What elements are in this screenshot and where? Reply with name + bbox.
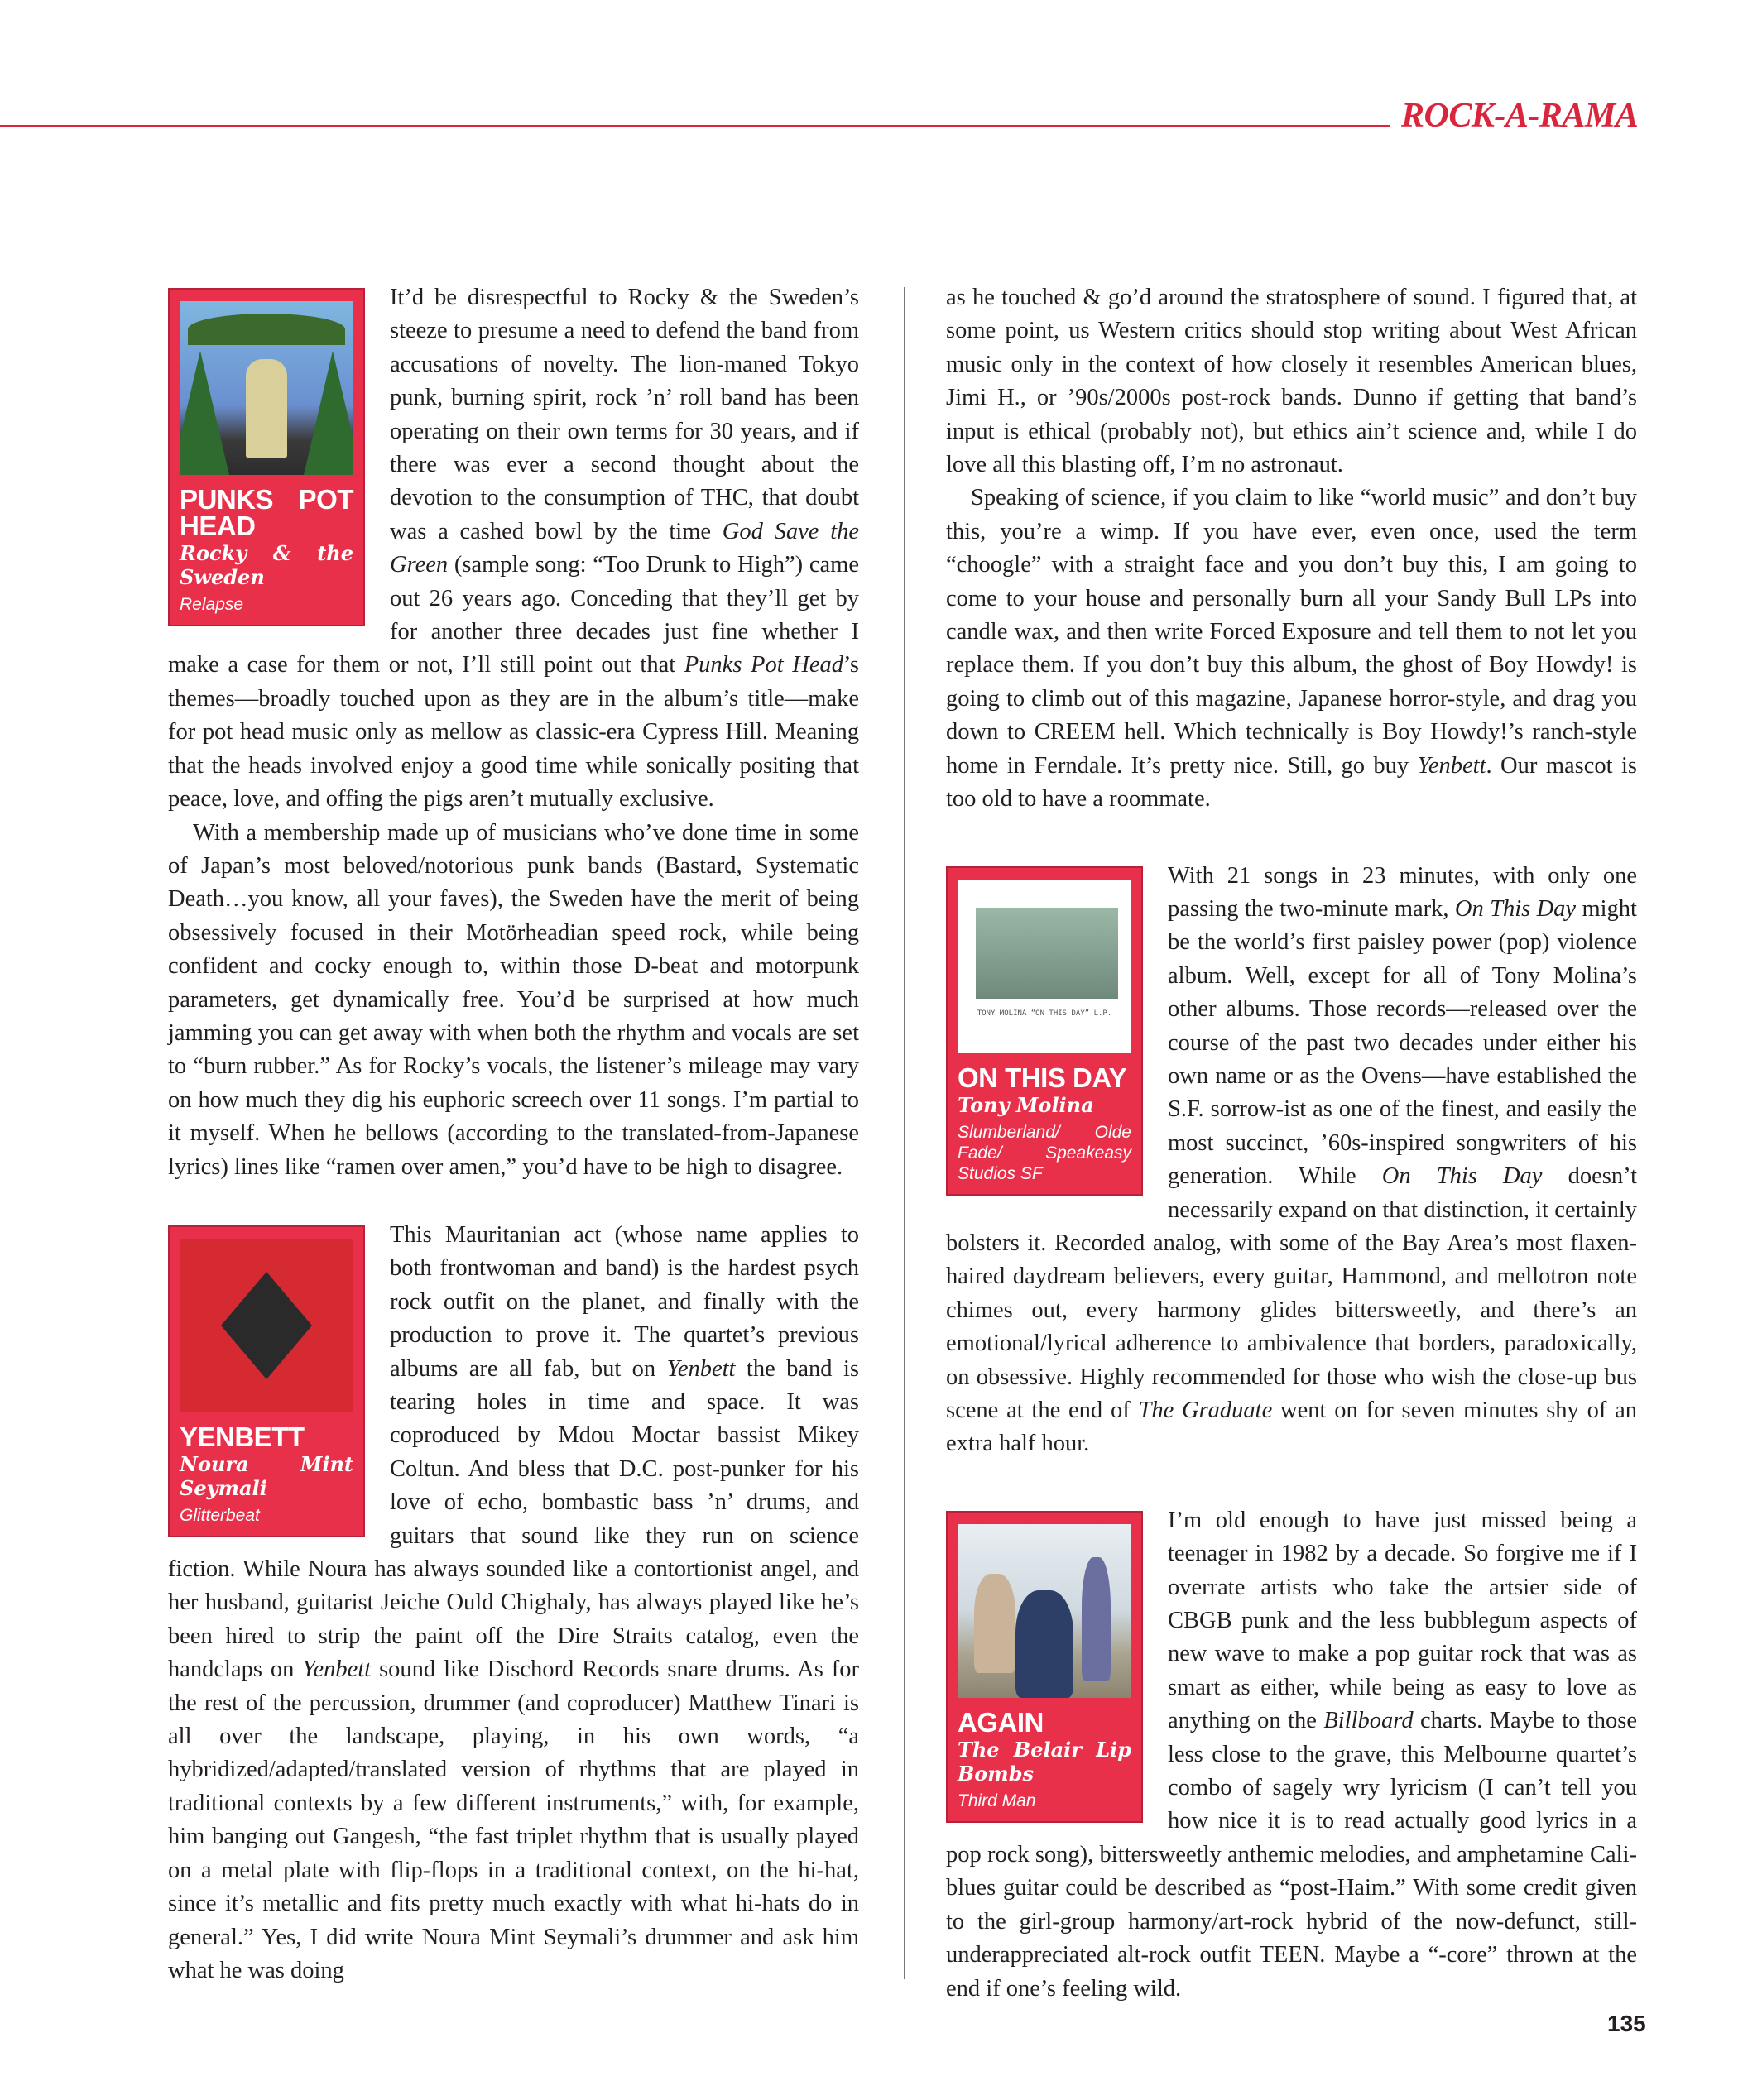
album-cover-caption: TONY MOLINA “ON THIS DAY” L.P. <box>977 1009 1112 1018</box>
record-label: Third Man <box>958 1791 1036 1810</box>
left-column <box>168 281 859 1987</box>
review-paragraph <box>946 281 1637 482</box>
italic-title-text: Yenbett <box>1417 752 1486 779</box>
review-again <box>946 1504 1637 2006</box>
review-punks-pot-head <box>168 281 859 1184</box>
album-cover-image <box>958 880 1131 1053</box>
review-yenbett <box>168 1219 859 1987</box>
review-paragraph <box>168 817 859 1184</box>
album-box <box>168 288 365 626</box>
album-title: AGAIN <box>958 1706 1044 1738</box>
body-text: as he touched & go’d around the stratosphere of sound. I figured that, at some point, us Western critics should stop writing about West African music only in the context of how closely it resembles American blues, Jimi H., or ’90s/2000s post-rock bands. Dunno if getting that band’s input is ethical (probably not), but ethics ain’t science and, while I do love all this blasting off, I’m no astronaut. <box>946 285 1637 478</box>
album-title: ON THIS DAY <box>958 1062 1127 1093</box>
album-artist: The Belair Lip Bombs <box>958 1737 1131 1786</box>
body-text: I’m old enough to have just missed being a teenager in 1982 by a decade. So forgive me if I overrate artists who take the artsier side of CBGB punk and the less bubblegum aspects of new wave to make a pop guitar rock that was as smart as either, while being as easy to love as anything on the <box>1168 1507 1637 1734</box>
italic-title-text: Punks Pot Head <box>684 652 843 678</box>
record-label: Glitterbeat <box>180 1505 260 1525</box>
review-paragraph <box>946 482 1637 816</box>
section-title: ROCK-A-RAMA <box>1401 97 1639 135</box>
body-text: With a membership made up of musicians who’ve done time in some of Japan’s most beloved/notorious punk bands (Bastard, Systematic Death…you know, all your faves), the Sweden have the merit of being obsessively focused in their Motörheadian speed rock, while being confident and cocky enough to, within those D-beat and motorpunk parameters, get dynamically free. You’d be surprised at how much jamming you can get away with when both the rhythm and vocals are set to “burn rubber.” As for Rocky’s vocals, the listener’s mileage may vary on how much they dig his euphoric screech over 11 songs. I’m partial to it myself. When he bellows (according to the translated-from-Japanese lyrics) lines like “ramen over amen,” you’d have to be high to disagree. <box>168 819 859 1180</box>
italic-title-text: Billboard <box>1323 1708 1414 1734</box>
body-text: charts. Maybe to those less close to the grave, this Melbourne quartet’s combo of sagely wry lyricism (I can’t tell you how nice it is to read actually good lyrics in a pop rock song), bittersweetly anthemic melodies, and amphetamine Cali-blues guitar could be described as “post-Haim.” With some credit given to the girl-group harmony/art-rock hybrid of the now-defunct, still-underappreciated alt-rock outfit TEEN. Maybe a “-core” thrown at the end if one’s feeling wild. <box>946 1708 1637 2002</box>
body-text: the band is tearing holes in time and space. It was coproduced by Mdou Moctar bassist Mikey Coltun. And bless that D.C. post-punker for his love of echo, bombastic bass ’n’ drums, and guitars that sound like they run on science fiction. While Noura has always sounded like a contortionist angel, and her husband, guitarist Jeiche Ould Chighaly, has always played like he’s been hired to strip the paint off the Dire Straits catalog, even the handclaps on <box>168 1355 859 1683</box>
body-text: . Our mascot is too old to have a roommate. <box>946 752 1637 813</box>
album-cover-image <box>180 1239 353 1412</box>
body-text: ’s themes—broadly touched upon as they are in the album’s title—make for pot head music only as mellow as classic-era Cypress Hill. Meaning that the heads involved enjoy a good time while sonically positing that peace, love, and offing the pigs aren’t mutually exclusive. <box>168 652 859 813</box>
italic-title-text: On This Day <box>1381 1163 1543 1190</box>
album-artist: Rocky & the Sweden <box>180 541 353 589</box>
body-text: (sample song: “Too Drunk to High”) came out 26 years ago. Conceding that they’ll get by for another three decades just fine whether I make a case for them or not, I’ll still point out that <box>168 552 859 678</box>
header-rule <box>0 125 1390 127</box>
body-text: With 21 songs in 23 minutes, with only one passing the two-minute mark, <box>1168 862 1637 922</box>
body-text: might be the world’s first paisley power (pop) violence album. Well, except for all of Tony Molina’s other albums. Those records—released over the course of the past two decades under either his own name or as the Ovens—have established the S.F. sorrow-ist as one of the finest, and easily the most succinct, ’60s-inspired songwriters of his generation. While <box>1168 895 1637 1190</box>
body-text: This Mauritanian act (whose name applies to both frontwoman and band) is the hardest psych rock outfit on the planet, and finally with the production to prove it. The quartet’s previous albums are all fab, but on <box>390 1221 859 1382</box>
right-column <box>946 281 1637 2006</box>
italic-title-text: On This Day <box>1454 895 1577 922</box>
album-cover-image <box>958 1524 1131 1698</box>
review-on-this-day <box>946 860 1637 1461</box>
album-box <box>946 1511 1143 1823</box>
page-number: 135 <box>1607 2011 1646 2036</box>
italic-title-text: The Graduate <box>1138 1398 1273 1423</box>
review-yenbett-continued <box>946 281 1637 817</box>
record-label: Relapse <box>180 595 244 614</box>
album-artist: Noura Mint Seymali <box>180 1451 353 1500</box>
column-divider <box>904 287 905 1979</box>
album-title: PUNKS POT HEAD <box>180 484 353 541</box>
italic-title-text: Yenbett <box>666 1355 736 1382</box>
body-text: Speaking of science, if you claim to like “world music” and don’t buy this, you’re a wimp. If you have ever, even once, used the term “choogle” with a straight face and you don’t buy this, I am going to come to your house and personally burn all your Sandy Bull LPs into candle wax, and then write Forced Exposure and tell them to not let you replace them. If you don’t buy this album, the ghost of Boy Howdy! is going to climb out of this magazine, Japanese horror-style, and drag you down to CREEM hell. Which technically is Boy Howdy!’s ranch-style home in Ferndale. It’s pretty nice. Still, go buy <box>946 485 1637 779</box>
album-title: YENBETT <box>180 1421 305 1452</box>
album-artist: Tony Molina <box>958 1092 1094 1117</box>
album-cover-image <box>180 301 353 475</box>
italic-title-text: Yenbett <box>302 1657 372 1683</box>
album-box <box>946 866 1143 1196</box>
record-label: Slumberland/ Olde Fade/ Speakeasy Studios SF <box>958 1122 1131 1183</box>
body-text: doesn’t necessarily expand on that distinction, it certainly bolsters it. Recorded analog, with some of the Bay Area’s most flaxen-haired daydream believers, every guitar, Hammond, and mellotron note chimes out, every harmony glides bittersweetly, and there’s an emotional/lyrical adherence to ambivalence that borders, paradoxically, on obsessive. Highly recommended for those who wish the close-up bus scene at the end of <box>946 1163 1637 1423</box>
body-text: It’d be disrespectful to Rocky & the Sweden’s steeze to presume a need to defend the band from accusations of novelty. The lion-maned Tokyo punk, burning spirit, rock ’n’ roll band has been operating on their own terms for 30 years, and if there was ever a second thought about the devotion to the consumption of THC, that doubt was a cashed bowl by the time <box>390 285 859 544</box>
body-text: sound like Dischord Records snare drums. As for the rest of the percussion, drummer (and coproducer) Matthew Tinari is all over the landscape, playing, in his own words, “a hybridized/adapted/translated version of rhythms that are played in traditional contexts by a few different instruments,” with, for example, him banging out Gangesh, “the fast triplet rhythm that is usually played on a metal plate with flip-flops in a traditional context, on the hi-hat, since it’s metallic and fits pretty much exactly with what hi-hats do in general.” Yes, I did write Noura Mint Seymali’s drummer and ask him what he was doing <box>168 1657 859 1983</box>
italic-title-text: God Save the Green <box>390 518 860 578</box>
body-text: went on for seven minutes shy of an extra half hour. <box>946 1398 1637 1457</box>
album-box <box>168 1225 365 1537</box>
